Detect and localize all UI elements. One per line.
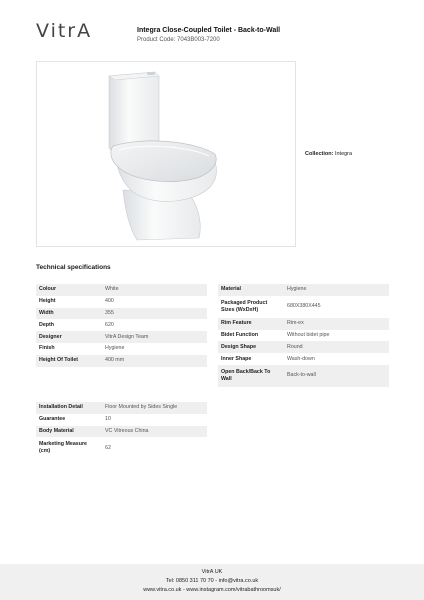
product-image-frame [36,61,296,247]
spec-key: Packaged Product Sizes (WxDxH) [218,296,284,318]
spec-value: 680X380X445 [284,296,389,318]
spec-key: Depth [36,319,102,331]
spec-value: 62 [102,437,207,459]
table-row [36,402,207,414]
table-row [218,353,389,365]
spec-key: Marketing Measure (cm) [36,437,102,459]
table-row [218,365,389,387]
footer-links[interactable]: www.vitra.co.uk - www.instagram.com/vitrabathroomsuk/ [143,587,281,593]
table-row [36,414,207,426]
spec-key: Width [36,308,102,320]
spec-value: 620 [102,319,207,331]
spec-key: Colour [36,284,102,296]
spec-value: Hygiene [102,343,207,355]
spec-value: White [102,284,207,296]
table-row [218,341,389,353]
table-row [36,319,207,331]
spec-key: Open Back/Back To Wall [218,365,284,387]
spec-value: Round [284,341,389,353]
table-row [36,308,207,320]
table-row [218,318,389,330]
spec-value: Wash-down [284,353,389,365]
table-row [36,437,207,459]
spec-value: VC Vitreous China [102,426,207,438]
product-code: Product Code: 7043B003-7200 [137,37,220,43]
spec-key: Finish [36,343,102,355]
spec-value: 400 mm [102,355,207,367]
table-row [218,296,389,318]
table-row [218,284,389,296]
spec-value: Rim-ex [284,318,389,330]
spec-value: Back-to-wall [284,365,389,387]
spec-key: Rim Feature [218,318,284,330]
collection-value: Integra [334,151,353,157]
table-row [36,343,207,355]
table-row [218,330,389,342]
spec-value: VitrA Design Team [102,331,207,343]
table-row [36,284,207,296]
spec-key: Installation Detail [36,402,102,414]
spec-key: Bidet Function [218,330,284,342]
toilet-product-image [37,62,295,246]
spec-value: 355 [102,308,207,320]
spec-key: Height Of Toilet [36,355,102,367]
spec-value: Without bidet pipe [284,330,389,342]
vitra-logo: VitrA [36,20,93,42]
specs-heading: Technical specifications [36,264,111,271]
table-row [36,296,207,308]
table-row [36,355,207,367]
footer-contact: Tel: 0850 311 70 70 - info@vitra.co.uk [165,578,259,584]
specs-table-bottom [36,402,207,459]
spec-key: Height [36,296,102,308]
footer-company: VitrA UK [201,569,223,575]
spec-key: Design Shape [218,341,284,353]
spec-key: Inner Shape [218,353,284,365]
spec-value: 10 [102,414,207,426]
spec-value: 400 [102,296,207,308]
table-row [36,426,207,438]
collection-info [305,151,352,157]
collection-label: Collection: [305,151,334,157]
page-footer [0,564,424,600]
spec-value: Hygiene [284,284,389,296]
specs-table-left [36,284,207,367]
spec-key: Material [218,284,284,296]
spec-value: Floor Mounted by Sides Single [102,402,207,414]
spec-key: Body Material [36,426,102,438]
spec-key: Guarantee [36,414,102,426]
product-title: Integra Close-Coupled Toilet - Back-to-Wall [137,27,281,34]
table-row [36,331,207,343]
specs-table-right [218,284,389,387]
spec-key: Designer [36,331,102,343]
